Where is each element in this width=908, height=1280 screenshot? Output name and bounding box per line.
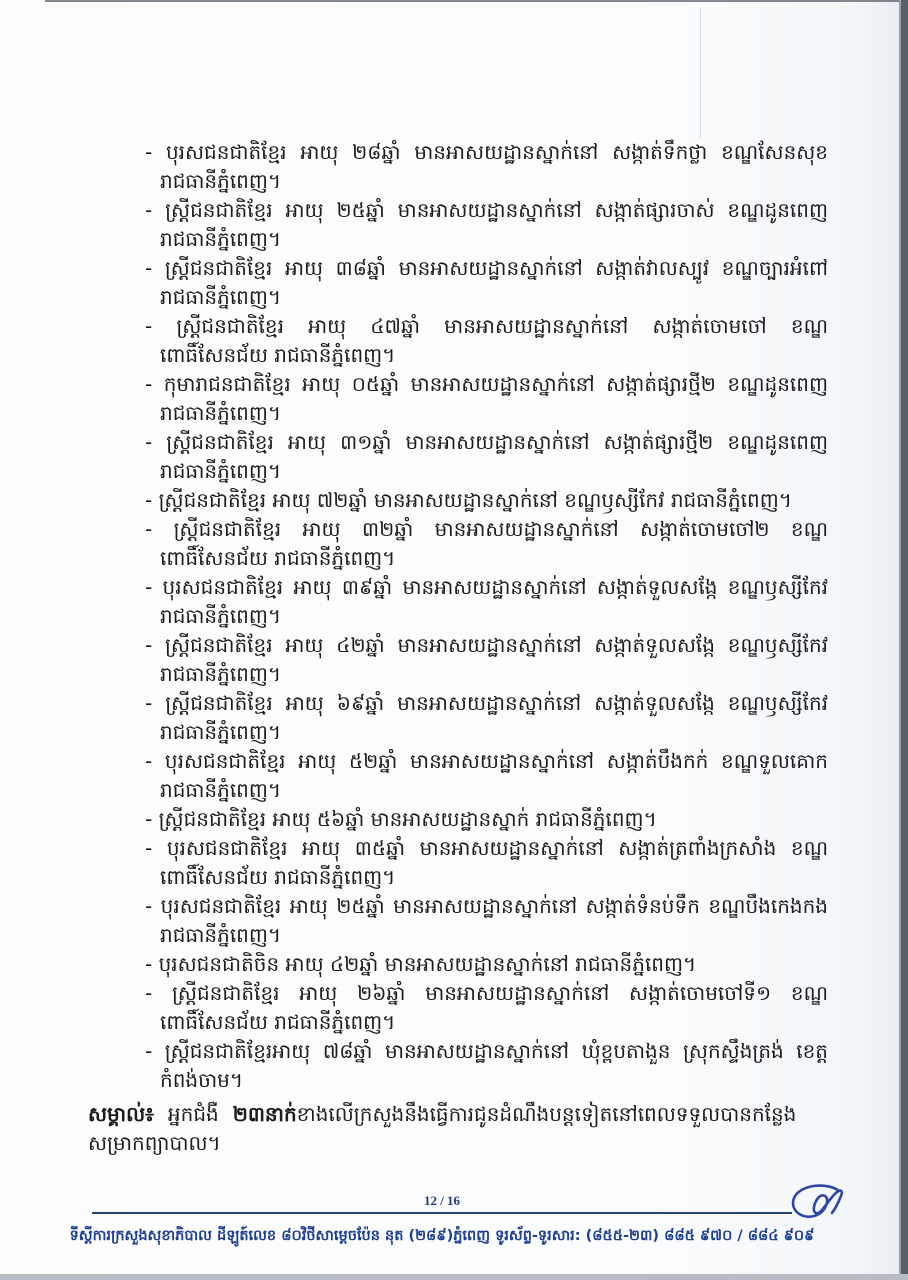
document-body — [88, 138, 828, 1158]
note-count-bold: ២៣នាក់ — [232, 1102, 297, 1126]
list-item: - ស្ត្រីជនជាតិខ្មែរ អាយុ ៧២ឆ្នាំ មានអាសយដ្ឋានស្នាក់នៅ ខណ្ឌឫស្សីកែវ រាជធានីភ្នំពេញ។ — [145, 488, 792, 512]
note-paragraph — [88, 1100, 828, 1158]
note-text-pre: អ្នកជំងឺ — [167, 1102, 219, 1126]
list-item: - បុរសជនជាតិខ្មែរ អាយុ ៥២ឆ្នាំ មានអាសយដ្ឋានស្នាក់នៅ សង្កាត់បឹងកក់ ខណ្ឌទួលគោក រាជធានីភ្នំពេញ។ — [145, 749, 828, 802]
list-item: - ស្ត្រីជនជាតិខ្មែរ អាយុ ៣២ឆ្នាំ មានអាសយដ្ឋានស្នាក់នៅ សង្កាត់ចោមចៅ២ ខណ្ឌពោធិ៍សែនជ័យ រាជធានីភ្នំពេញ។ — [145, 517, 828, 570]
footer-divider — [92, 1212, 792, 1214]
list-item: - កុមារាជនជាតិខ្មែរ អាយុ ០៥ឆ្នាំ មានអាសយដ្ឋានស្នាក់នៅ សង្កាត់ផ្សារថ្មី២ ខណ្ឌដូនពេញ រាជធានីភ្នំពេញ។ — [145, 372, 828, 425]
footer-address: ទីស្តីការក្រសួងសុខាភិបាល ដីឡូត៍លេខ ៨០វិថីសាម្តេចប៉ែន នុត (២៨៩)ភ្នំពេញ ទូរស័ព្ទ-ទូរសារ: (៨៥៥-២៣) ៨៨៥ ៩៧០ / ៨៨៤ ៩០៩ — [69, 1228, 815, 1244]
list-item: - ស្ត្រីជនជាតិខ្មែរ អាយុ ៣១ឆ្នាំ មានអាសយដ្ឋានស្នាក់នៅ សង្កាត់ផ្សារថ្មី២ ខណ្ឌដូនពេញ រាជធានីភ្នំពេញ។ — [145, 430, 828, 483]
list-item: - ស្ត្រីជនជាតិខ្មែរ អាយុ ៥៦ឆ្នាំ មានអាសយដ្ឋានស្នាក់ រាជធានីភ្នំពេញ។ — [145, 807, 657, 831]
scan-edge-right — [901, 0, 908, 1280]
note-label: សម្គាល់៖ — [88, 1102, 154, 1126]
scan-edge-bottom — [0, 1274, 908, 1280]
list-item: - ស្ត្រីជនជាតិខ្មែរ អាយុ ៣៨ឆ្នាំ មានអាសយដ្ឋានស្នាក់នៅ សង្កាត់វាលស្បូវ ខណ្ឌច្បារអំពៅ រាជធានីភ្នំពេញ។ — [145, 256, 828, 309]
list-item: - បុរសជនជាតិខ្មែរ អាយុ ៣៩ឆ្នាំ មានអាសយដ្ឋានស្នាក់នៅ សង្កាត់ទួលសង្កែ ខណ្ឌឫស្សីកែវ រាជធានីភ្នំពេញ។ — [145, 575, 828, 628]
list-item: - ស្ត្រីជនជាតិខ្មែរ អាយុ ៦៩ឆ្នាំ មានអាសយដ្ឋានស្នាក់នៅ សង្កាត់ទួលសង្កែ ខណ្ឌឫស្សីកែវ រាជធានីភ្នំពេញ។ — [145, 691, 828, 744]
list-item: - បុរសជនជាតិចិន អាយុ ៤២ឆ្នាំ មានអាសយដ្ឋានស្នាក់នៅ រាជធានីភ្នំពេញ។ — [145, 952, 697, 976]
list-item: - បុរសជនជាតិខ្មែរ អាយុ ២៥ឆ្នាំ មានអាសយដ្ឋានស្នាក់នៅ សង្កាត់ទំនប់ទឹក ខណ្ឌបឹងកេងកង រាជធានីភ្នំពេញ។ — [145, 894, 828, 947]
patient-list — [145, 138, 828, 1095]
list-item: - ស្ត្រីជនជាតិខ្មែរ អាយុ ២៥ឆ្នាំ មានអាសយដ្ឋានស្នាក់នៅ សង្កាត់ផ្សារចាស់ ខណ្ឌដូនពេញ រាជធានីភ្នំពេញ។ — [145, 198, 828, 251]
scan-crease — [700, 8, 701, 138]
list-item: - ស្ត្រីជនជាតិខ្មែរ អាយុ ២៦ឆ្នាំ មានអាសយដ្ឋានស្នាក់នៅ សង្កាត់ចោមចៅទី១ ខណ្ឌពោធិ៍សែនជ័យ រាជធានីភ្នំពេញ។ — [145, 981, 828, 1034]
list-item: - ស្ត្រីជនជាតិខ្មែរអាយុ ៧៨ឆ្នាំ មានអាសយដ្ឋានស្នាក់នៅ ឃុំខ្ពបតាងួន ស្រុកស្ទឹងត្រង់ ខេត្តកំពង់ចាម។ — [145, 1039, 828, 1092]
scan-edge-top — [45, 0, 908, 2]
list-item: - បុរសជនជាតិខ្មែរ អាយុ ២៨ឆ្នាំ មានអាសយដ្ឋានស្នាក់នៅ សង្កាត់ទឹកថ្លា ខណ្ឌសែនសុខ រាជធានីភ្នំពេញ។ — [145, 140, 828, 193]
list-item: - បុរសជនជាតិខ្មែរ អាយុ ៣៥ឆ្នាំ មានអាសយដ្ឋានស្នាក់នៅ សង្កាត់ត្រពាំងក្រសាំង ខណ្ឌពោធិ៍សែនជ័យ រាជធានីភ្នំពេញ។ — [145, 836, 828, 889]
page-number: 12 / 16 — [423, 1193, 461, 1208]
list-item: - ស្ត្រីជនជាតិខ្មែរ អាយុ ៤២ឆ្នាំ មានអាសយដ្ឋានស្នាក់នៅ សង្កាត់ទួលសង្កែ ខណ្ឌឫស្សីកែវ រាជធានីភ្នំពេញ។ — [145, 633, 828, 686]
signature-mark — [784, 1183, 858, 1231]
note-text-post: ខាងលើក្រសួងនឹងធ្វើការជូនដំណឹងបន្តទៀតនៅពេលទទួលបានកន្លែងសម្រាកព្យាបាល។ — [88, 1102, 797, 1155]
list-item: - ស្ត្រីជនជាតិខ្មែរ អាយុ ៤៧ឆ្នាំ មានអាសយដ្ឋានស្នាក់នៅ សង្កាត់ចោមចៅ ខណ្ឌពោធិ៍សែនជ័យ រាជធានីភ្នំពេញ។ — [145, 314, 828, 367]
